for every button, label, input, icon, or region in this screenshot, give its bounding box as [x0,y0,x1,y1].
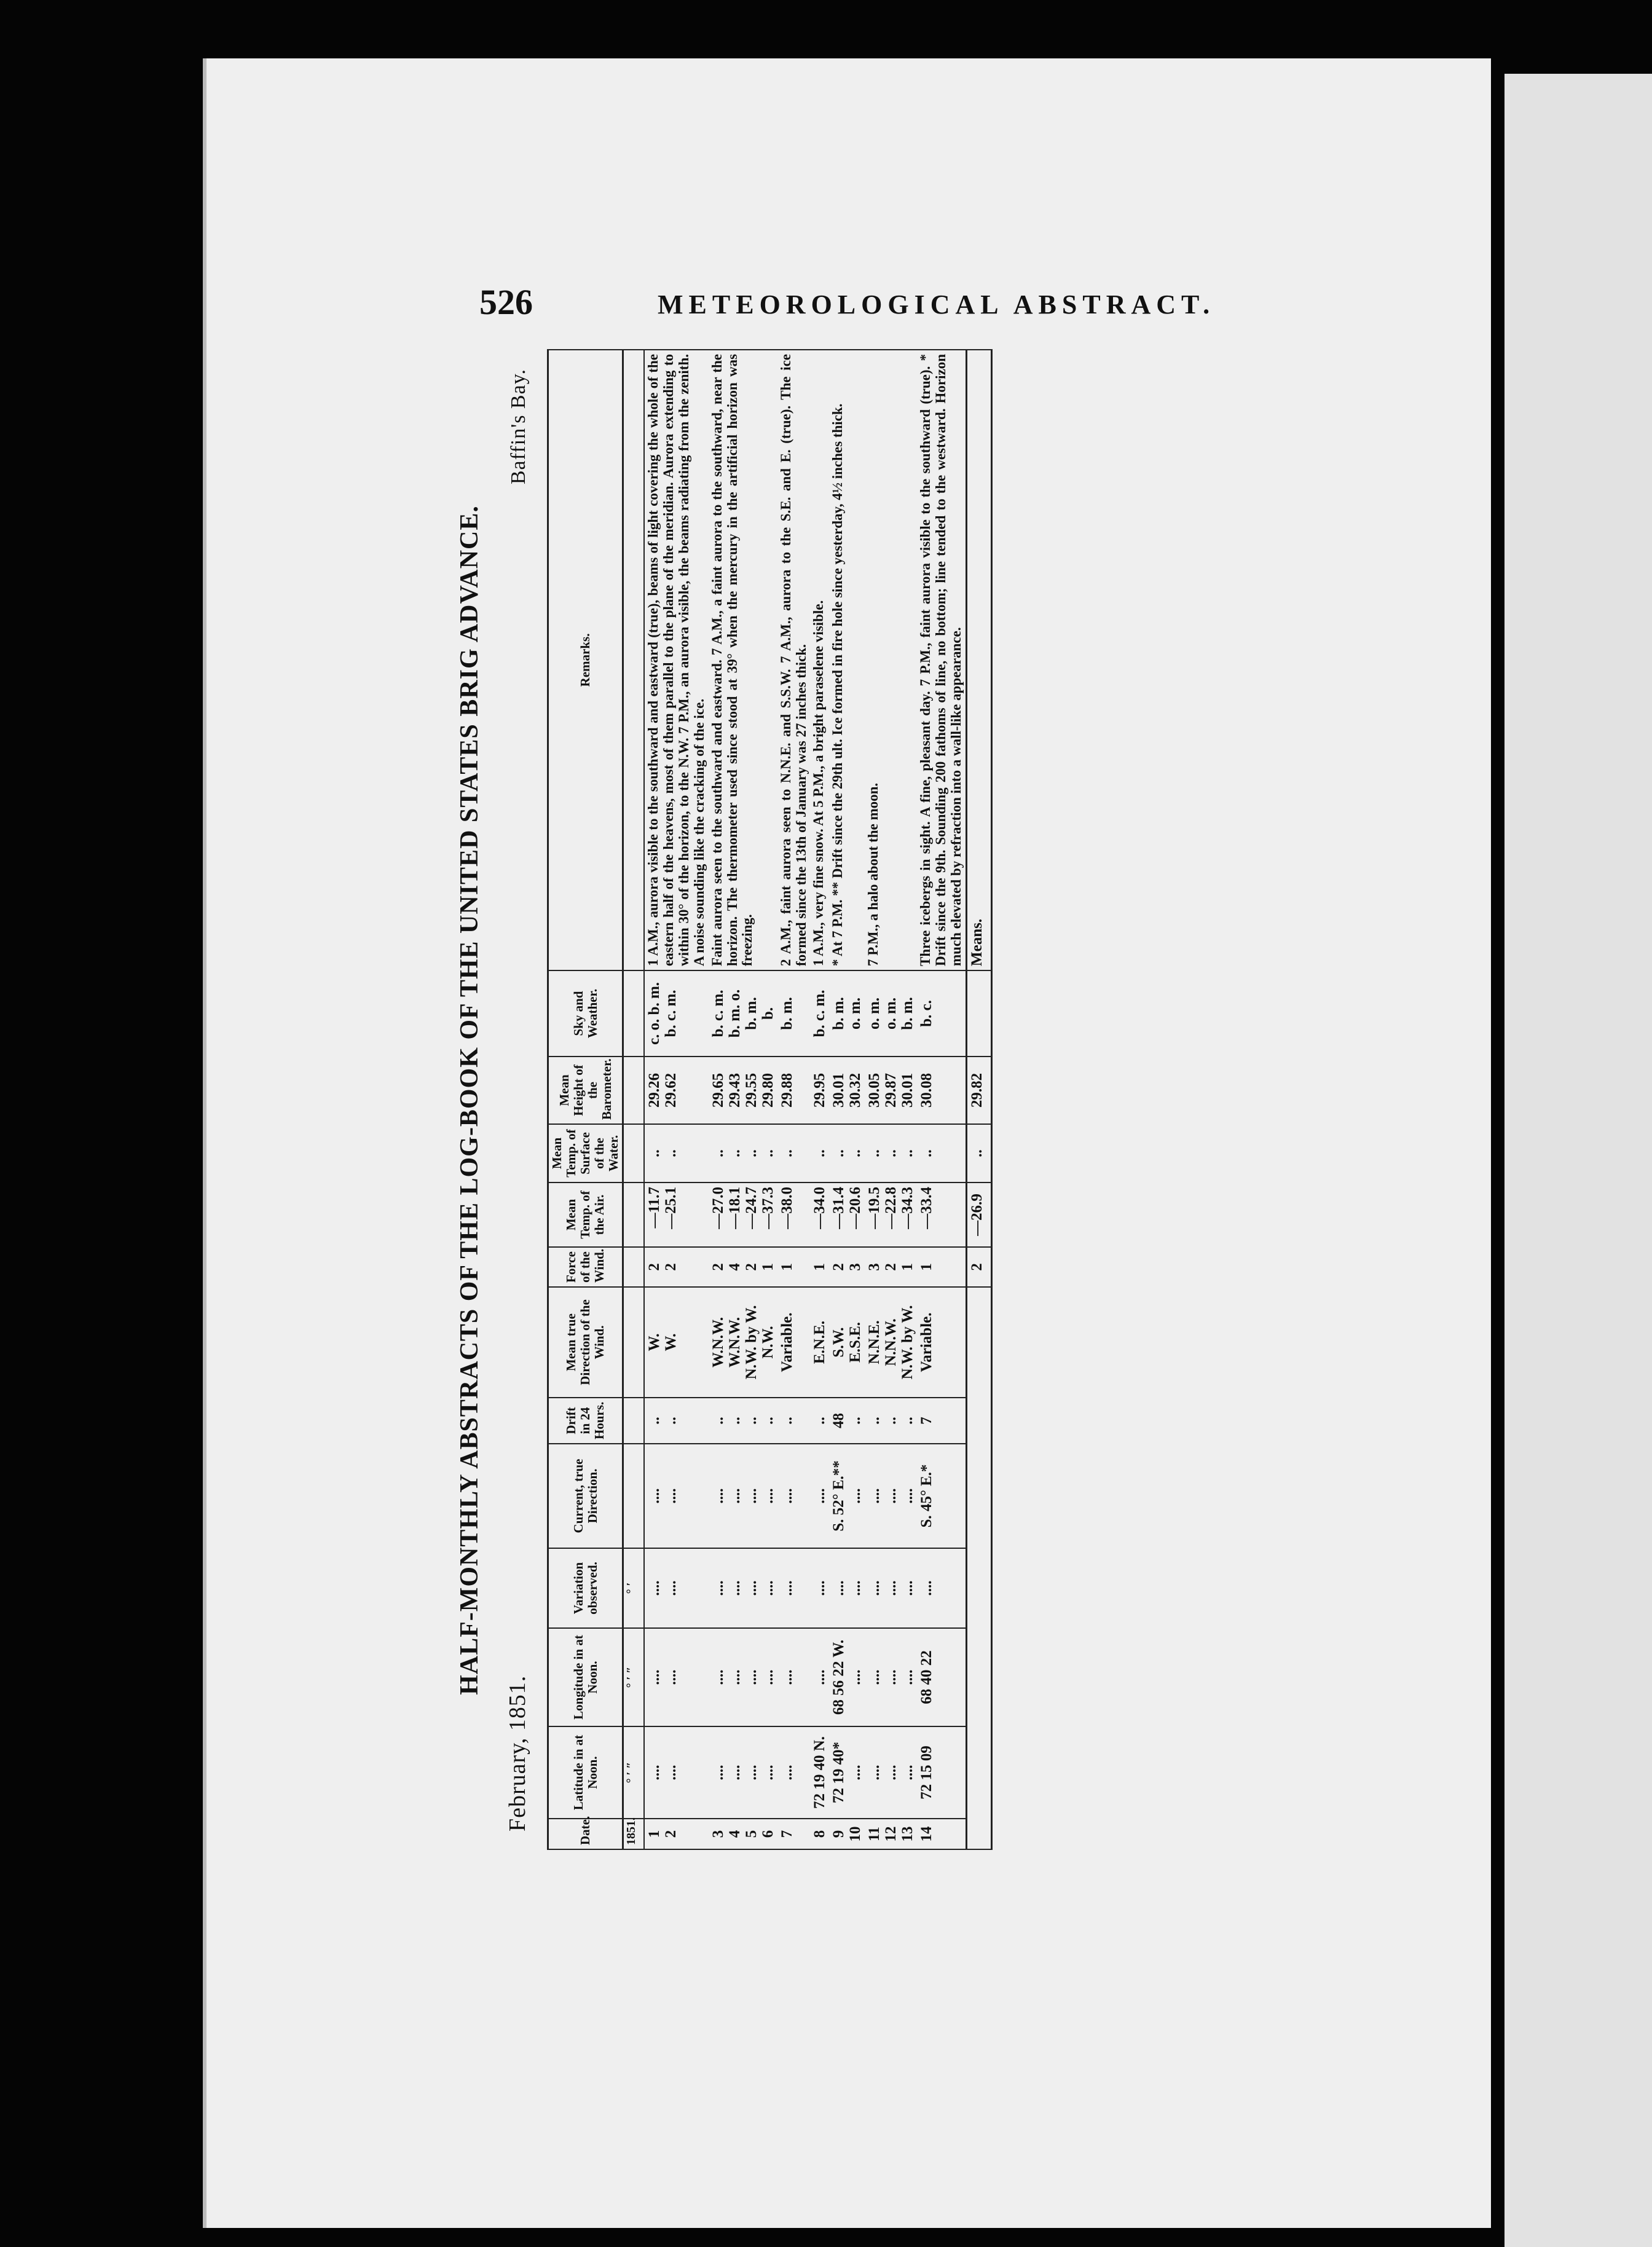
cell-lon: .... [810,1628,829,1726]
cell-drift: .. .. .. [865,1398,917,1444]
cell-tair: —34.0 [810,1183,829,1247]
cell-cur: .... .... [644,1444,708,1548]
cell-tair: —27.0 —18.1 —24.7 —37.3 [709,1183,777,1247]
means-water-temp: .. [966,1124,991,1183]
cell-date: 9 10 [829,1819,865,1849]
cell-lat: .... .... .... .... [709,1726,777,1819]
cell-baro: 29.95 [810,1057,829,1124]
cell-drift: .. .. [644,1398,708,1444]
unit-date: 1851. [623,1819,645,1849]
cell-baro: 30.08 [917,1057,966,1124]
cell-remarks: 7 P.M., a halo about the moon. [865,350,917,970]
cell-drift: 48 .. [829,1398,865,1444]
table-row [810,350,829,1849]
cell-lon: 68 56 22 W. .... [829,1628,865,1726]
means-row [966,350,991,1849]
cell-sky: b. c. [917,970,966,1057]
table-row [917,350,966,1849]
cell-remarks: 1 A.M., aurora visible to the southward and eastward (true), beams of light covering the whole of the eastern half of the heavens, most of them parallel to the plane of the meridian. Aurora extending to within 30° of the horizon, to the N.W. 7 P.M., an aurora visible, the beams radiating from the zenith. A noise sounding like the cracking of the ice. [644,350,708,970]
cell-var: .... [917,1548,966,1628]
header-remarks: Remarks. [548,350,623,970]
cell-twat: .. .. [829,1124,865,1183]
cell-date: 3 4 5 6 [709,1819,777,1849]
means-air-temp: —26.9 [966,1183,991,1247]
cell-var: .... .... .... .... [709,1548,777,1628]
table-row [829,350,865,1849]
units-row [623,350,645,1849]
cell-lat: .... .... .... [865,1726,917,1819]
cell-baro: 30.01 30.32 [829,1057,865,1124]
cell-date: 1 2 [644,1819,708,1849]
cell-lat: .... .... [644,1726,708,1819]
cell-lat: .... [777,1726,811,1819]
cell-remarks: 1 A.M., very fine snow. At 5 P.M., a bright paraselene visible. [810,350,829,970]
cell-remarks: Faint aurora seen to the southward and eastward. 7 A.M., a faint aurora to the southward, near the horizon. The thermometer used since stood at 39° when the mercury in the artificial horizon was freezing. [709,350,777,970]
log-table [547,349,993,1850]
cell-wind: Variable. [777,1287,811,1398]
cell-lon: .... .... .... .... [709,1628,777,1726]
header-current: Current, true Direction. [548,1444,623,1548]
table-row [644,350,708,1849]
header-latitude: Latitude in at Noon. [548,1726,623,1819]
header-longitude: Longitude in at Noon. [548,1628,623,1726]
cell-force: 3 2 1 [865,1247,917,1287]
cell-lon: .... [777,1628,811,1726]
cell-lat: 72 15 09 [917,1726,966,1819]
table-title: HALF-MONTHLY ABSTRACTS OF THE LOG-BOOK OF THE UNITED STATES BRIG ADVANCE. [455,505,484,1695]
cell-wind: S.W. E.S.E. [829,1287,865,1398]
cell-tair: —31.4 —20.6 [829,1183,865,1247]
unit-latitude: ° ′ ″ [623,1726,645,1819]
cell-wind: W. W. [644,1287,708,1398]
cell-lon: .... .... .... [865,1628,917,1726]
header-wind-direction: Mean true Direction of the Wind. [548,1287,623,1398]
cell-sky: b. m. [777,970,811,1057]
month-heading: February, 1851. [505,1675,530,1832]
cell-var: .... [777,1548,811,1628]
header-date: Date. [548,1819,623,1849]
header-row [548,350,623,1849]
cell-var: .... .... .... [865,1548,917,1628]
cell-force: 1 [810,1247,829,1287]
means-barometer: 29.82 [966,1057,991,1124]
cell-tair: —38.0 [777,1183,811,1247]
cell-force: 1 [917,1247,966,1287]
cell-twat: .. .. .. .. [709,1124,777,1183]
cell-drift: .. .. .. .. [709,1398,777,1444]
cell-var: .... .... [644,1548,708,1628]
cell-lat: 72 19 40 N. [810,1726,829,1819]
page-number: 526 [479,282,533,322]
cell-twat: .. [810,1124,829,1183]
cell-sky: b. c. m. [810,970,829,1057]
cell-twat: .. [777,1124,811,1183]
cell-wind: E.N.E. [810,1287,829,1398]
cell-force: 2 4 2 1 [709,1247,777,1287]
cell-twat: .. .. .. [865,1124,917,1183]
cell-sky: c. o. b. m. b. c. m. [644,970,708,1057]
header-variation: Variation observed. [548,1548,623,1628]
cell-date: 14 [917,1819,966,1849]
cell-date: 11 12 13 [865,1819,917,1849]
header-air-temp: Mean Temp. of the Air. [548,1183,623,1247]
cell-tair: —33.4 [917,1183,966,1247]
means-label: Means. [966,350,991,970]
cell-cur: .... .... .... .... [709,1444,777,1548]
rotated-table-area [449,344,1241,1856]
header-wind-force: Force of the Wind. [548,1247,623,1287]
cell-baro: 29.65 29.43 29.55 29.80 [709,1057,777,1124]
cell-force: 2 3 [829,1247,865,1287]
running-head: METEOROLOGICAL ABSTRACT. [658,289,1216,320]
header-sky: Sky and Weather. [548,970,623,1057]
cell-cur: .... .... .... [865,1444,917,1548]
cell-wind: W.N.W. W.N.W. N.W. by W. N.W. [709,1287,777,1398]
cell-force: 1 [777,1247,811,1287]
rotated-content [449,344,1241,1856]
cell-remarks: 2 A.M., faint aurora seen to N.N.E. and S.S.W. 7 A.M., aurora to the S.E. and E. (true). The ice formed since the 13th of January was 27 inches thick. [777,350,811,970]
cell-force: 2 2 [644,1247,708,1287]
cell-tair: —19.5 —22.8 —34.3 [865,1183,917,1247]
cell-cur: S. 52° E.** .... [829,1444,865,1548]
adjacent-page-edge [1504,74,1652,2247]
table-row [709,350,777,1849]
cell-drift: .. [810,1398,829,1444]
cell-drift: 7 [917,1398,966,1444]
table-row [777,350,811,1849]
cell-var: .... [810,1548,829,1628]
header-drift: Drift in 24 Hours. [548,1398,623,1444]
table-row [865,350,917,1849]
cell-remarks: * At 7 P.M. ** Drift since the 29th ult. Ice formed in fire hole since yesterday, 4½ inches thick. [829,350,865,970]
header-water-temp: Mean Temp. of Surface of the Water. [548,1124,623,1183]
place-heading: Baffin's Bay. [507,369,530,485]
cell-lat: 72 19 40* .... [829,1726,865,1819]
cell-remarks: Three icebergs in sight. A fine, pleasant day. 7 P.M., faint aurora visible to the southward (true). * Drift since the 9th. Sounding 200 fathoms of line, no bottom; line tended to the westward. Horizon much elevated by refraction into a wall-like appearance. [917,350,966,970]
header-barometer: Mean Height of the Barometer. [548,1057,623,1124]
cell-date: 7 [777,1819,811,1849]
cell-baro: 30.05 29.87 30.01 [865,1057,917,1124]
cell-sky: b. c. m. b. m. o. b. m. b. [709,970,777,1057]
cell-cur: S. 45° E.* [917,1444,966,1548]
cell-var: .... .... [829,1548,865,1628]
cell-wind: Variable. [917,1287,966,1398]
unit-longitude: ° ′ ″ [623,1628,645,1726]
means-force: 2 [966,1247,991,1287]
cell-twat: .. [917,1124,966,1183]
cell-twat: .. .. [644,1124,708,1183]
cell-tair: —11.7 —25.1 [644,1183,708,1247]
cell-sky: b. m. o. m. [829,970,865,1057]
cell-cur: .... [777,1444,811,1548]
cell-lon: .... .... [644,1628,708,1726]
cell-cur: .... [810,1444,829,1548]
cell-lon: 68 40 22 [917,1628,966,1726]
cell-drift: .. [777,1398,811,1444]
cell-date: 8 [810,1819,829,1849]
cell-baro: 29.26 29.62 [644,1057,708,1124]
cell-sky: o. m. o. m. b. m. [865,970,917,1057]
cell-wind: N.N.E. N.N.W. N.W. by W. [865,1287,917,1398]
unit-variation: ° ′ [623,1548,645,1628]
cell-baro: 29.88 [777,1057,811,1124]
